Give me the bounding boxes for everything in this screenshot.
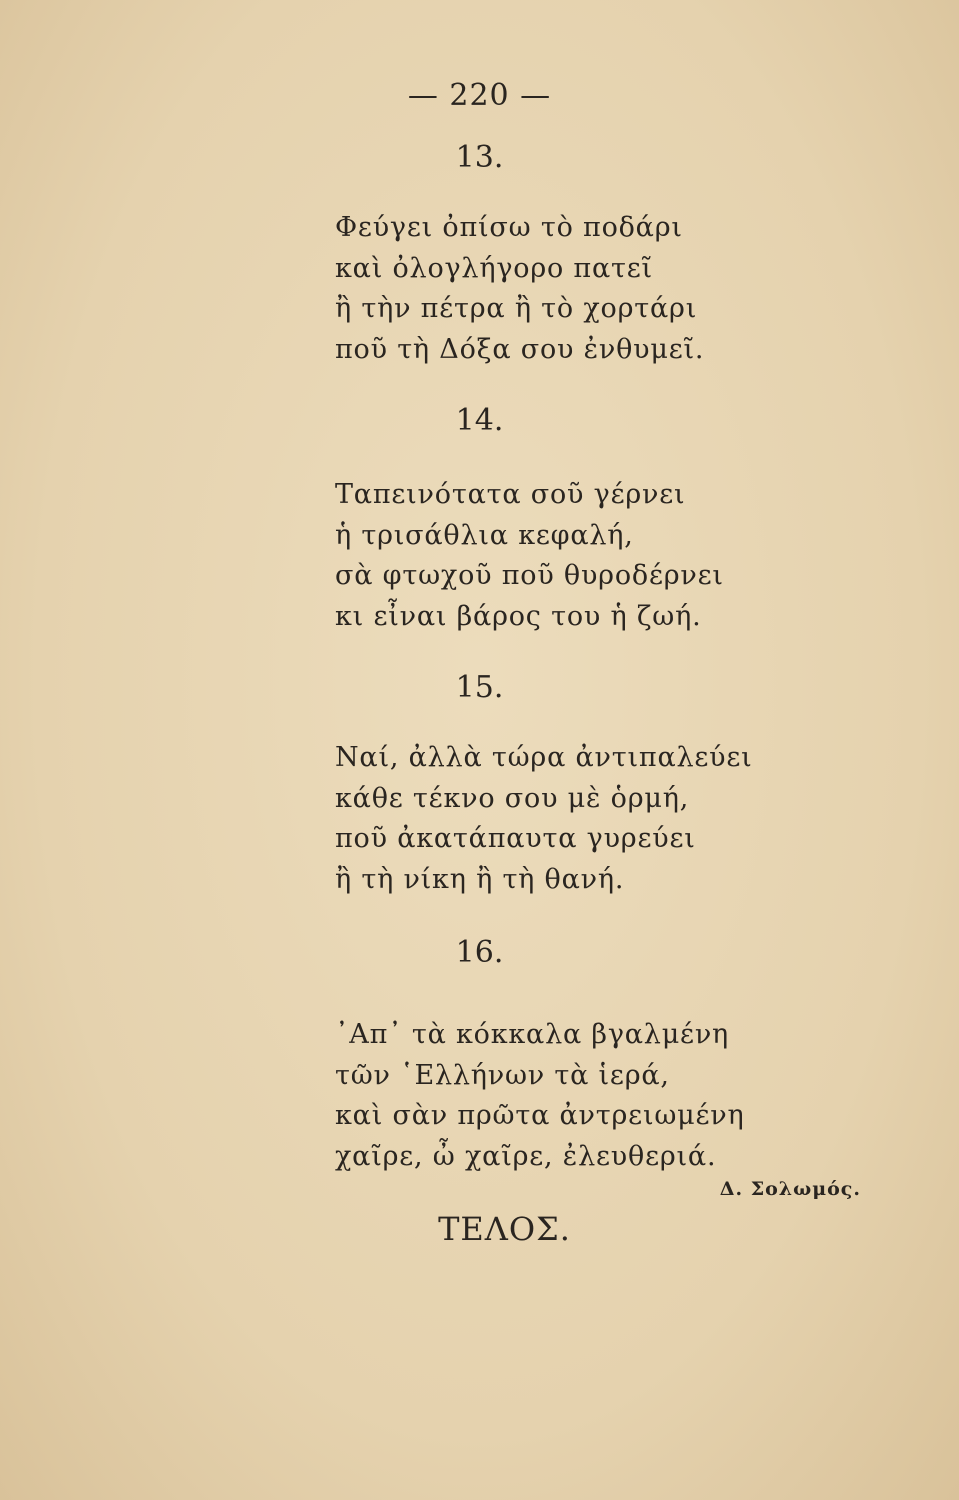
verse-line: χαῖρε, ὦ χαῖρε, ἐλευθεριά. (335, 1140, 717, 1172)
verse-line: ποῦ ἀκατάπαυτα γυρεύει (335, 823, 696, 854)
verse-line: τῶν ῾Ελλήνων τὰ ἱερά, (335, 1059, 670, 1091)
verse-line: Ναί, ἀλλὰ τώρα ἀντιπαλεύει (335, 742, 753, 773)
stanza-13 (335, 208, 855, 370)
stanza-number-16: 16. (455, 935, 504, 970)
stanza-number-15: 15. (455, 670, 504, 705)
stanza-15 (335, 738, 855, 900)
verse-line: ἡ τρισάθλια κεφαλή, (335, 519, 634, 551)
verse-line: ᾿Απ᾿ τὰ κόκκαλα βγαλμένη (335, 1019, 730, 1050)
verse-line: κι εἶναι βάρος του ἡ ζωή. (335, 600, 702, 632)
verse-line: ἢ τὴν πέτρα ἢ τὸ χορτάρι (335, 293, 698, 324)
verse-line: ποῦ τὴ Δόξα σου ἐνθυμεῖ. (335, 333, 705, 365)
verse-line: Φεύγει ὀπίσω τὸ ποδάρι (335, 212, 683, 243)
stanza-14 (335, 475, 855, 637)
author-signature: Δ. Σολωμός. (719, 1178, 861, 1200)
page-number: — 220 — (407, 78, 552, 113)
verse-line: καὶ ὀλογλήγορο πατεῖ (335, 252, 653, 284)
stanza-number-13: 13. (455, 140, 504, 175)
verse-line: Ταπεινότατα σοῦ γέρνει (335, 479, 686, 510)
verse-line: σὰ φτωχοῦ ποῦ θυροδέρνει (335, 560, 724, 591)
verse-line: καὶ σὰν πρῶτα ἀντρειωμένη (335, 1100, 745, 1131)
stanza-number-14: 14. (455, 403, 504, 438)
end-mark: ΤΕΛΟΣ. (438, 1210, 571, 1248)
verse-line: ἢ τὴ νίκη ἢ τὴ θανή. (335, 863, 625, 895)
verse-line: κάθε τέκνο σου μὲ ὁρμή, (335, 782, 690, 814)
stanza-16 (335, 1015, 855, 1177)
